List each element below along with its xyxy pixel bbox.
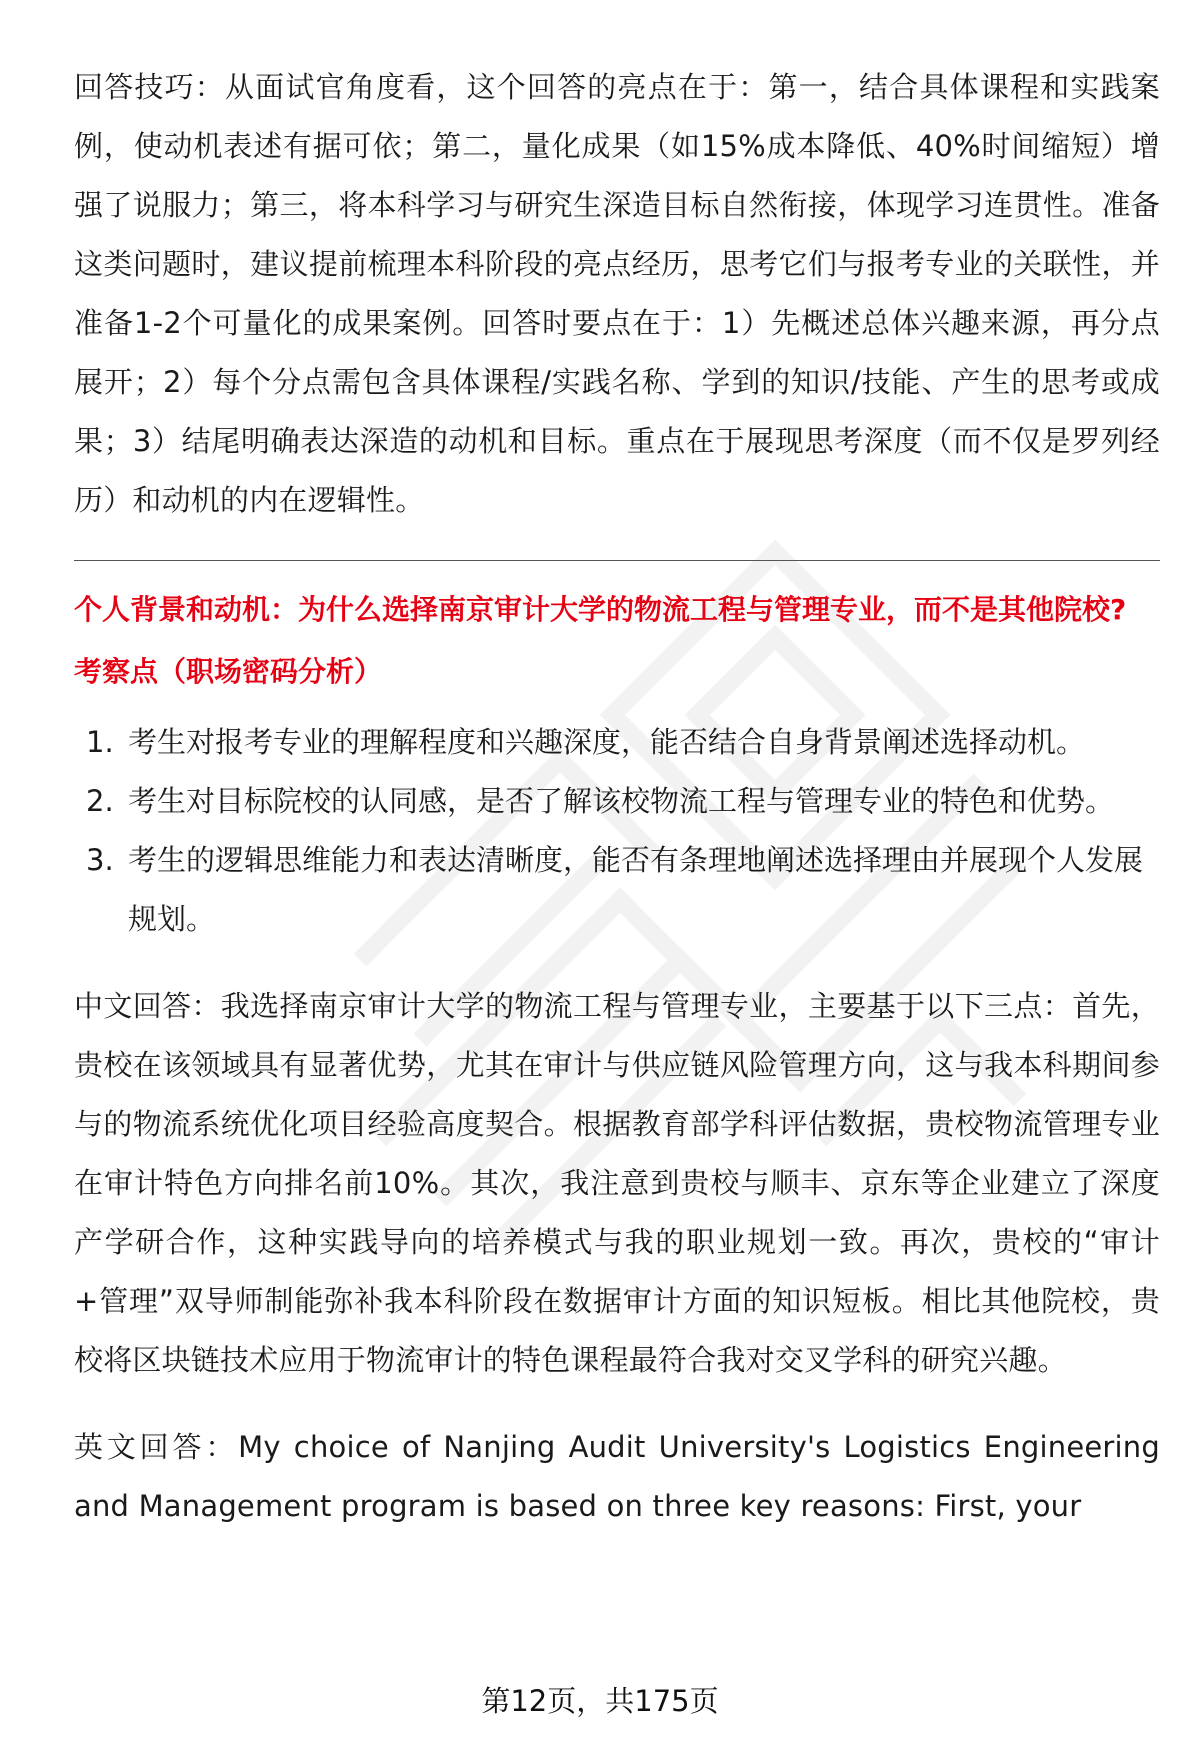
list-item-number: 1.	[86, 725, 114, 759]
list-item	[74, 713, 1160, 772]
list-item-number: 2.	[86, 784, 114, 818]
list-item	[74, 772, 1160, 831]
list-item-text: 考生的逻辑思维能力和表达清晰度，能否有条理地阐述选择理由并展现个人发展规划。	[128, 843, 1144, 936]
list-item-text: 考生对报考专业的理解程度和兴趣深度，能否结合自身背景阐述选择动机。	[128, 725, 1086, 759]
chinese-answer-label: 中文回答：	[74, 989, 221, 1023]
list-item	[74, 831, 1160, 949]
english-answer-label: 英文回答：	[74, 1430, 239, 1464]
english-answer-text: My choice of Nanjing Audit University's Logistics Engineering and Management program is based on three key reasons: First, your	[74, 1430, 1160, 1523]
question-title: 个人背景和动机：为什么选择南京审计大学的物流工程与管理专业，而不是其他院校?	[74, 593, 1127, 626]
chinese-answer-text: 我选择南京审计大学的物流工程与管理专业，主要基于以下三点：首先，贵校在该领域具有显著优势，尤其在审计与供应链风险管理方向，这与我本科期间参与的物流系统优化项目经验高度契合。根据教育部学科评估数据，贵校物流管理专业在审计特色方向排名前10%。其次，我注意到贵校与顺丰、京东等企业建立了深度产学研合作，这种实践导向的培养模式与我的职业规划一致。再次，贵校的“审计+管理”双导师制能弥补我本科阶段在数据审计方面的知识短板。相比其他院校，贵校将区块链技术应用于物流审计的特色课程最符合我对交叉学科的研究兴趣。	[74, 989, 1160, 1377]
assessment-points-list	[74, 713, 1160, 949]
list-item-text: 考生对目标院校的认同感，是否了解该校物流工程与管理专业的特色和优势。	[128, 784, 1115, 818]
page-footer: 第12页，共175页	[481, 1684, 719, 1718]
answer-tips-text: 从面试官角度看，这个回答的亮点在于：第一，结合具体课程和实践案例，使动机表述有据可依；第二，量化成果（如15%成本降低、40%时间缩短）增强了说服力；第三，将本科学习与研究生深造目标自然衔接，体现学习连贯性。准备这类问题时，建议提前梳理本科阶段的亮点经历，思考它们与报考专业的关联性，并准备1-2个可量化的成果案例。回答时要点在于：1）先概述总体兴趣来源，再分点展开；2）每个分点需包含具体课程/实践名称、学到的知识/技能、产生的思考或成果；3）结尾明确表达深造的动机和目标。重点在于展现思考深度（而不仅是罗列经历）和动机的内在逻辑性。	[74, 70, 1160, 517]
section-divider	[74, 560, 1160, 561]
answer-tips-paragraph	[74, 58, 1160, 530]
english-answer-paragraph	[74, 1418, 1160, 1536]
answer-tips-label: 回答技巧：	[74, 70, 225, 104]
list-item-number: 3.	[86, 843, 114, 877]
document-content	[74, 58, 1160, 1536]
assessment-title: 考察点（职场密码分析）	[74, 655, 383, 688]
chinese-answer-paragraph	[74, 977, 1160, 1390]
